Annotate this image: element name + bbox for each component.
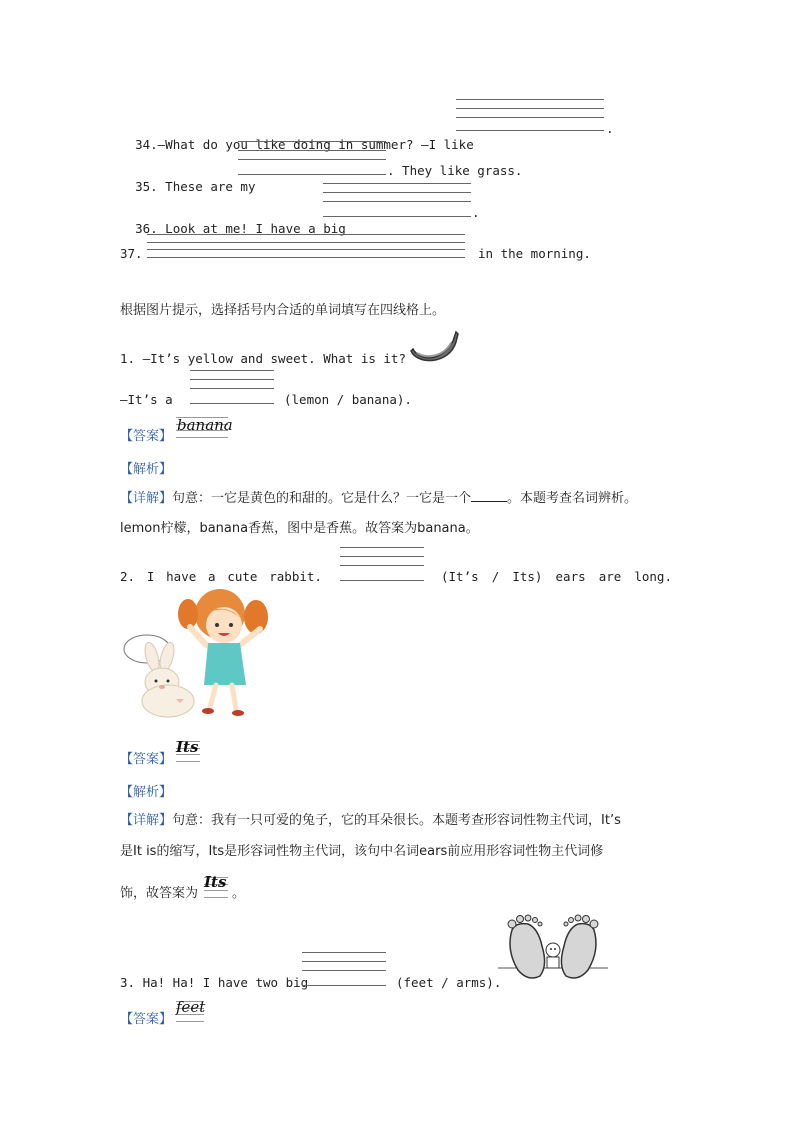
item-1-question: 1. —It’s yellow and sweet. What is it?: [120, 351, 406, 366]
answer-handwritten: Its: [176, 738, 199, 756]
question-37-number: 37.: [120, 246, 143, 261]
question-text-end: . They like grass.: [387, 163, 523, 178]
inline-answer-handwritten: Its: [204, 873, 227, 891]
item-2-question-part2: (It’s / Its) ears are long.: [441, 569, 672, 584]
four-line-grid[interactable]: [238, 141, 386, 175]
answer-label: 【答案】: [120, 1012, 173, 1027]
section-instruction: 根据图片提示，选择括号内合适的单词填写在四线格上。: [120, 303, 446, 318]
question-text-end: .: [606, 121, 614, 136]
question-number: 35.: [135, 179, 158, 194]
detail-label: 【详解】: [120, 491, 173, 506]
four-line-grid[interactable]: [147, 234, 465, 258]
question-number: 34.: [135, 137, 158, 152]
analysis-label: 【解析】: [120, 785, 173, 800]
detail-line-2: lemon柠檬，banana香蕉，图中是香蕉。故答案为banana。: [120, 521, 479, 536]
four-line-grid[interactable]: [302, 952, 386, 986]
item-1-options: (lemon / banana).: [284, 392, 412, 407]
analysis-label: 【解析】: [120, 462, 173, 477]
question-text: —What do you like doing in summer? —I like: [157, 137, 474, 152]
four-line-grid[interactable]: [323, 183, 471, 217]
four-line-grid[interactable]: [190, 370, 274, 404]
item-3-question: 3. Ha! Ha! I have two big: [120, 975, 309, 990]
question-text: These are my: [165, 179, 256, 194]
answer-handwritten: feet: [176, 998, 206, 1016]
question-text-end: in the morning.: [478, 246, 591, 261]
four-line-grid[interactable]: [340, 547, 424, 581]
item-2-question-part1: 2. I have a cute rabbit.: [120, 569, 322, 584]
item-3-options: (feet / arms).: [396, 975, 502, 990]
banana-image: [409, 327, 459, 365]
detail-line-1: 【详解】句意：我有一只可爱的兔子，它的耳朵很长。本题考查形容词性物主代词，It’s: [120, 813, 621, 828]
question-text-end: .: [472, 205, 480, 220]
detail-line-1: 【详解】句意：一它是黄色的和甜的。它是什么？一它是一个 。本题考查名词辨析。: [120, 491, 638, 506]
question-number: 36.: [135, 221, 158, 236]
item-1-prefix: —It’s a: [120, 392, 173, 407]
detail-label: 【详解】: [120, 813, 173, 828]
feet-image: [498, 910, 608, 984]
four-line-grid[interactable]: [456, 99, 604, 133]
question-36: [120, 205, 346, 237]
detail-line-2: 是It is的缩写，Its是形容词性物主代词，该句中名词ears前应用形容词性物主代词修: [120, 844, 604, 859]
question-35: [120, 163, 255, 195]
detail-line-3-end: 。: [232, 886, 246, 901]
answer-label: 【答案】: [120, 752, 173, 767]
girl-and-rabbit-image: [120, 587, 300, 722]
question-text: Look at me! I have a big: [165, 221, 346, 236]
answer-handwritten: banana: [177, 416, 233, 434]
answer-label: 【答案】: [120, 429, 173, 444]
detail-line-3: 饰，故答案为: [120, 886, 199, 901]
blank-line: [471, 489, 507, 502]
